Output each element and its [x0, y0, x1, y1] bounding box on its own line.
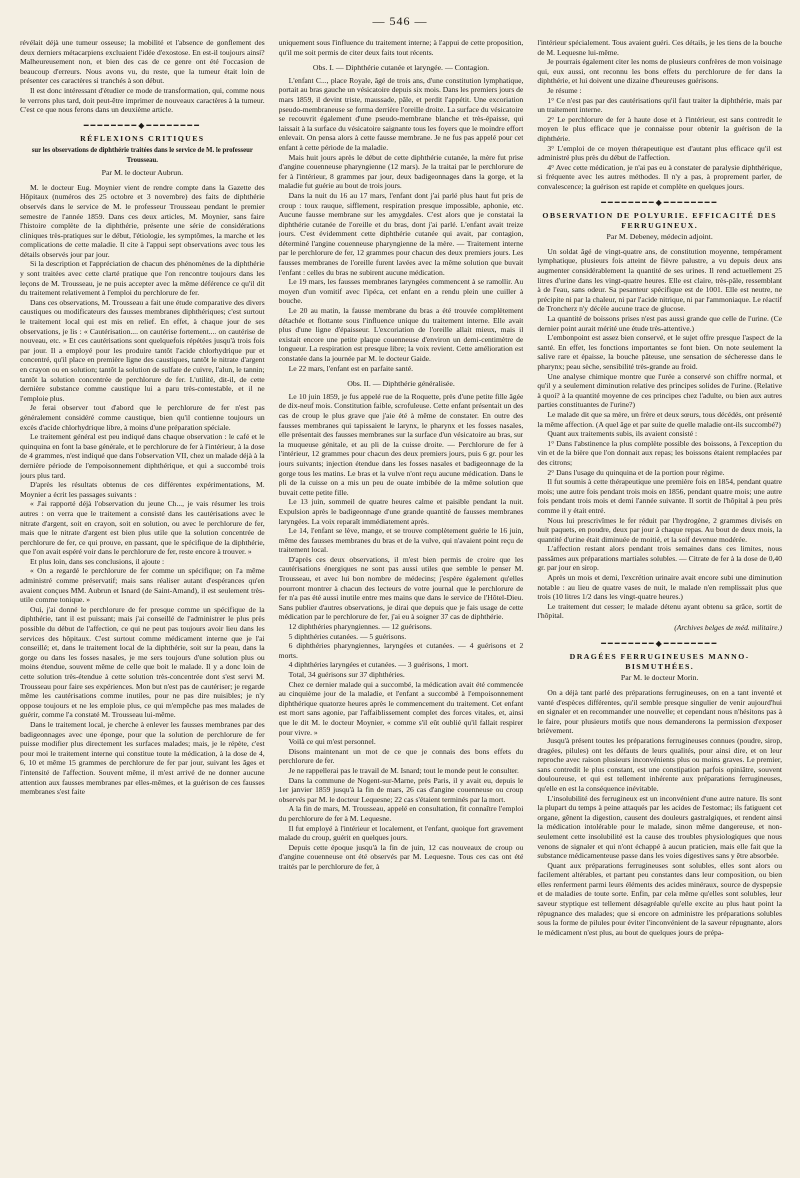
paragraph: Le 20 au matin, la fausse membrane du bras a été trouvée complètement détachée et flottante sous l'influence unique du traitement interne. Elle avait plus d'une ligne d'épaisseur. L'excoriation de l'oreille allait mieux, mais il existait encore une petite plaque couenneuse d'environ un demi-centimètre de longueur. La respiration est presque libre; la voix revient. Cette amélioration est constatée dans la journée par M. le docteur Gaide. — [278, 306, 524, 363]
paragraph: 4° Avec cette médication, je n'ai pas eu à constater de paralysie diphthérique, si fréquente avec les autres méthodes. Il n'y a pas, à proprement parler, de convalescence; la guérison est rapide et complète en quelques jours. — [537, 162, 783, 191]
column-1 — [20, 38, 265, 1168]
paragraph: Dans le traitement local, je cherche à enlever les fausses membranes par des badigeonnages avec une éponge, pour que la solution de perchlorure de fer puisse modifier plus directement les surfaces malades; mais, je le répète, c'est pour moi le traitement interne qui constitue toute la médication, à la dose de 4, 6, 10 et même 15 grammes de perchlorure de fer par jour, suivant les âges et l'intensité de l'affection. Souvent même, il m'est arrivé de ne donner aucune attention aux fausses membranes par elles-mêmes, et la guérison de ces fausses membranes s'est faite — [20, 719, 265, 797]
paragraph: Quant aux préparations ferrugineuses sont solubles, elles sont alors ou facilement altérables, et partant peu constantes dans leur composition, ou bien elles renferment parmi leurs éléments des acides minéraux, source de dyspepsie et de maladies de toute sorte. Enfin, par cela même qu'elles sont solubles, leur saveur styptique est tellement désagréable qu'elle excite au plus haut point la répugnance des malades; que si encore on administre les préparations solubles sous la forme de pilules pour éviter l'inconvénient de la saveur répugnante, alors le médicament n'est plus, au bout de quelques jours de prépa- — [537, 860, 783, 937]
paragraph: Il fut employé à l'intérieur et localement, et l'enfant, quoique fort gravement malade du croup, guérit en quelques jours. — [278, 823, 524, 843]
section-divider: ━━━━━━━━◆━━━━━━━━ — [601, 638, 719, 648]
paragraph: Chez ce dernier malade qui a succombé, la médication avait été commencée au cinquième jour de la maladie, et l'enfant a succombé à l'empoisonnement diphthérique quatorze heures après le commencement du traitement. Cet enfant est mort sans agonie, par l'affaiblissement complet des forces vitales, et, ainsi que le dit M. le docteur Moynier, « comme s'il eût oublié qu'il fallait respirer pour vivre. » — [278, 679, 524, 737]
column-2 — [279, 38, 524, 1168]
paragraph: 1° Dans l'abstinence la plus complète possible des boissons, à l'exception du vin et de la bière que l'on donnait aux repas; les boissons étaient remplacées par des citrons; — [537, 438, 783, 467]
section-title: DRAGÉES FERRUGINEUSES MANNO-BISMUTHÉES. — [569, 652, 750, 671]
article-author: Par M. le docteur Aubrun. — [101, 168, 184, 178]
paragraph: Voilà ce qui m'est personnel. — [288, 737, 376, 747]
paragraph: Il fut soumis à cette thérapeutique une première fois en 1854, pendant quatre mois; une autre fois pendant trois mois en 1856, pendant quatre mois; une autre fois pendant trois mois et demi l'année suivante. Il sortit de l'hôpital à peu près comme il y était entré. — [537, 477, 783, 515]
paragraph: « J'ai rapporté déjà l'observation du jeune Ch..., je vais résumer les trois autres : on verra que le traitement a consisté dans les cautérisations avec le nitrate d'argent, soit en crayon, soit en solution, ou avec le perchlorure de fer, mais que le nitrate d'argent est bien plus utile que la solution concentrée de perchlorure de fer, ce qui prouve, en passant, que le spécifique de la diphthérie, que l'on avait espéré voir dans le perchlorure de fer, reste encore à trouver. » — [20, 499, 265, 557]
paragraph: Dans ces observations, M. Trousseau a fait une étude comparative des divers caustiques ou modificateurs des fausses membranes diphthériques; c'est surtout le traitement local qui est mis en relief. En effet, à chaque jour de ses observations, je lis : « Cautérisation.... on cautérise fortement.... on cautérise de nouveau, etc. » Et ces cautérisations sont quelquefois répétées jusqu'à trois fois par jour. Il a employé pour les produire tantôt l'acide chlorhydrique pur et concentré, qu'il place en première ligne des caustiques, tantôt le nitrate d'argent en crayon ou en solution; tantôt la solution de sulfate de cuivre, l'alun, le tannin; tantôt la solution concentrée de perchlorure de fer. L'utilité, dit-il, de cette dernière substance comme caustique lui a paru très-contestable, et il ne l'emploie plus. — [20, 297, 265, 403]
paragraph: Je pourrais également citer les noms de plusieurs confrères de mon voisinage qui, eux aussi, ont reconnu les bons effets du perchlorure de fer dans la diphthérie, et lui doivent une dizaine d'heureuses guérisons. — [537, 57, 783, 86]
paragraph: Le traitement dut cesser; le malade détenu ayant obtenu sa grâce, sortit de l'hôpital. — [537, 601, 783, 621]
paragraph: Le 13 juin, sommeil de quatre heures calme et paisible pendant la nuit. Expulsion après le badigeonnage d'une grande quantité de fausses membranes laryngées. La voix reparaît immédiatement après. — [278, 497, 524, 526]
paragraph: L'affection restant alors pendant trois semaines dans ces limites, nous passâmes aux préparations martiales solubles. — Citrate de fer à la dose de 0,40 gr. par jour en sirop. — [537, 544, 783, 573]
paragraph: L'insolubilité des ferrugineux est un inconvénient d'une autre nature. Ils sont la plupart du temps à peine attaqués par les acides de l'estomac; ils fatiguent cet organe, gênent la digestion, causent des douleurs gastralgiques, et rendent ainsi la médication intolérable pour le malade, sinon même dangereuse, et non-seulement cette insolubilité est la cause des troubles physiologiques que nous venons de signaler et qui n'ont échappé à aucun praticien, mais elle fait que la substance médicamenteuse passe dans les voies digestives sans y être absorbée. — [537, 793, 783, 861]
paragraph: Depuis cette époque jusqu'à la fin de juin, 12 cas nouveaux de croup ou d'angine couenneuse ont été observés par M. Lequesne. Tous ces cas ont été traités par le perchlorure de fer, à — [278, 842, 524, 871]
paragraph: 3° L'emploi de ce moyen thérapeutique est d'autant plus efficace qu'il est administré plus près du début de l'affection. — [537, 143, 783, 163]
paragraph: Le 22 mars, l'enfant est en parfaite santé. — [288, 363, 413, 373]
paragraph: Le 14, l'enfant se lève, mange, et se trouve complètement guérie le 16 juin, même des fausses membranes du bras et de la vulve, qui n'avaient point reçu de traitement local. — [278, 526, 524, 555]
paragraph: Quant aux traitements subis, ils avaient consisté : — [547, 429, 698, 439]
section-divider: ━━━━━━━━◆━━━━━━━━ — [83, 120, 201, 130]
paragraph: Oui, j'ai donné le perchlorure de fer presque comme un spécifique de la diphthérie, tant il est puissant; mais j'ai conseillé de l'administrer le plus près possible du début de l'affection, ce qui ne peut pas toujours avoir lieu dans les services des hôpitaux. C'est surtout comme médicament interne que je l'ai conseillé; et, dans le traitement local de la diphthérie, soit sur la peau, dans la gorge ou dans les fosses nasales, je me sers toujours d'une solution plus ou moins étendue, souvent même de celle que boit le malade. Il y a donc loin de cette solution très-étendue à cette solution très-concentrée dont s'est servi M. Trousseau pour faire ses expériences. Mon but n'est pas de cautériser; je regarde même les cautérisations comme inutiles, pour ne pas dire nuisibles; je n'y oppose toujours et ne les emploie plus, ce qui m'empêche pas mes malades de guérir, comme l'a constaté M. Trousseau lui-même. — [20, 604, 265, 720]
paragraph: 1° Ce n'est pas par des cautérisations qu'il faut traiter la diphthérie, mais par un traitement interne. — [537, 95, 783, 115]
paragraph: M. le docteur Eug. Moynier vient de rendre compte dans la Gazette des Hôpitaux (numéros des 25 octobre et 3 novembre) des faits de diphthérie observés dans le service de M. le professeur Trousseau pendant le premier semestre de l'année 1859. Dans ces deux articles, M. Moynier, sans faire l'histoire complète de la diphthérie, présente une série de considérations cliniques très-pratiques sur le début, l'étiologie, les symptômes, la marche et les complications de cette maladie. Il cite à l'appui sept observations avec tous les détails observés jour par jour. — [20, 182, 265, 259]
stat-line: 4 diphthéries laryngées et cutanées. — 3 guérisons, 1 mort. — [288, 660, 469, 670]
observation-heading: Obs. I. — Diphthérie cutanée et laryngée. — Contagion. — [312, 63, 490, 73]
paragraph: Le malade dit que sa mère, un frère et deux sœurs, tous décédés, ont présenté la même affection. (A quel âge et par suite de quelle maladie ont-ils succombé?) — [537, 409, 783, 429]
paragraph: Jusqu'à présent toutes les préparations ferrugineuses connues (poudre, sirop, dragées, pilules) ont les défauts de leurs qualités, pour ainsi dire, et on leur reproche avec raison plusieurs inconvénients plus ou moins graves. Le premier, sans contredit le plus constant, est une constipation parfois opiniâtre, souvent douloureuse, et qui est tellement inhérente aux préparations ferrugineuses, qu'elle en est la conséquence inévitable. — [537, 735, 783, 793]
article-author: Par M. Debeney, médecin adjoint. — [606, 232, 713, 242]
paragraph: D'après les résultats obtenus de ces différentes expérimentations, M. Moynier a écrit les passages suivants : — [20, 480, 265, 499]
paragraph: Je ferai observer tout d'abord que le perchlorure de fer n'est pas généralement considéré comme caustique, bien qu'il contienne toujours un excès d'acide chlorhydrique libre, à moins d'une préparation spéciale. — [20, 403, 265, 432]
observation-heading: Obs. II. — Diphthérie généralisée. — [347, 379, 455, 389]
paragraph: Le 19 mars, les fausses membranes laryngées commencent à se ramollir. Au moyen d'un vomitif avec l'ipéca, cet enfant en a rendu plein une cuiller à bouche. — [278, 277, 524, 306]
stat-line: 6 diphthéries pharyngiennes, laryngées et cutanées. — 4 guérisons et 2 morts. — [278, 641, 524, 660]
article-author: Par M. le docteur Morin. — [620, 673, 699, 683]
source-citation: (Archives belges de méd. militaire.) — [674, 623, 783, 633]
paragraph: Après un mois et demi, l'excrétion urinaire avait encore subi une diminution notable : au lieu de quatre vases de nuit, le malade n'en remplissait plus que trois (10 litres 1/2 dans les vingt-quatre heures.) — [537, 573, 783, 602]
paragraph: Le 10 juin 1859, je fus appelé rue de la Roquette, près d'une petite fille âgée de dix-neuf mois. Constitution faible, scrofuleuse. Cette enfant présentait un des cas de croup le plus grave que j'aie été à même de constater. En outre des fausses membranes qui tapissaient le larynx, le pharynx et les fosses nasales, elle présentait des fausses membranes sur la surface d'un vésicatoire au bras, sur la muqueuse génitale, et au pli de la cuisse droite. — Perchlorure de fer à l'intérieur, 12 grammes pour chacun des deux premiers jours, puis 6 gr. pour les jours suivants; injection étendue dans les fosses nasales et badigeonnage de la gorge tous les matins. Le bras et la vulve n'ont reçu aucune médication. Dans le pli de la cuisse on a mis un peu de ouate imbibée de la même solution que buvait cette petite fille. — [278, 391, 524, 497]
paragraph: révélait déjà une tumeur osseuse; la mobilité et l'absence de gonflement des deux derniers métacarpiens excluaient l'idée d'exostose. En est-il toujours ainsi? Malheureusement non, et bien des cas de ce genre ont été l'occasion de beaucoup d'erreurs. Nous avons vu, du reste, que la tumeur était loin de présenter ces caractères si tranchés à son début. — [20, 38, 265, 86]
paragraph: Dans la nuit du 16 au 17 mars, l'enfant dont j'ai parlé plus haut fut pris de croup : toux rauque, sifflement, respiration presque impossible, aphonie, etc. Aucune fausse membrane sur les amygdales. C'est alors que je constatai la diphthérie cutanée de l'oreille et du bras, dont j'ai parlé. L'enfant avait treize jours. C'est évidemment cette diphthérie cutanée qui avait, par contagion, déterminé l'angine couenneuse pharyngienne de la mère. — Traitement interne par le perchlorure de fer, 12 grammes pour chacun des deux premiers jours. Les fausses membranes de l'oreille furent lavées avec la même solution que buvait l'enfant : celles du bras ne subirent aucune médication. — [278, 190, 524, 277]
paragraph: 2° Le perchlorure de fer à haute dose et à l'intérieur, est sans contredit le moyen le plus efficace que je connaisse pour obtenir la guérison de la diphthérie. — [537, 114, 783, 143]
paragraph: Et plus loin, dans ses conclusions, il ajoute : — [30, 556, 165, 566]
paragraph: « On a regardé le perchlorure de fer comme un spécifique; on l'a même administré comme préservatif; mais sans réaliser autant d'espérances qu'en avaient conçues MM. Aubrun et Isnard (de Saint-Amand), il est seulement très-utile comme tonique. » — [20, 566, 265, 605]
paragraph: Un soldat âgé de vingt-quatre ans, de constitution moyenne, tempérament lymphatique, plusieurs fois atteint de fièvre palustre, a vu depuis deux ans augmenter considérablement la quantité de ses urines. Il rend actuellement 25 litres d'urine dans les vingt-quatre heures. Elle est claire, très-pâle, ressemblant à de l'eau, sans odeur. Sa pesanteur spécifique est de 1001. Elle est neutre, ne précipite ni par la chaleur, ni par l'acide nitrique, ni par l'ammoniaque. Le réactif de Troncherz n'y décèle aucune trace de glucose. — [537, 246, 783, 314]
paragraph: Une analyse chimique montre que l'urée a conservé son chiffre normal, et qu'il y a seulement diminution relative des principes solides de l'urine. (Relative à quoi? à la quantité moyenne de ces principes chez l'adulte, ou bien aux autres parties constituantes de l'urine?) — [537, 371, 783, 410]
paragraph: On a déjà tant parlé des préparations ferrugineuses, on en a tant inventé et vanté d'espèces différentes, qu'il semble presque singulier de venir aujourd'hui en signaler et en recommander une nouvelle; et cependant nous n'hésitons pas à le faire, pour plusieurs motifs que nous demanderons la permission d'exposer brièvement. — [537, 688, 783, 736]
paragraph: L'enfant C..., place Royale, âgé de trois ans, d'une constitution lymphatique, portait au bras gauche un vésicatoire depuis six mois. Dans les premiers jours de mars 1859, il devint triste, maussade, pâle, et perdit l'appétit. Une excoriation pseudo-membraneuse se forma derrière l'oreille droite. La surface du vésicatoire se recouvrit également d'une pseudo-membrane blanche et très-épaisse, qui laissait à la surface du vésicatoire saignante tous les foyers que le moindre effort enlevait. On pensa alors à cette fausse membrane. Je ne fus pas appelé pour cet enfant à cette période de la maladie. — [278, 75, 524, 152]
section-title: RÉFLEXIONS CRITIQUES — [80, 134, 205, 144]
paragraph: Si la description et l'appréciation de chacun des phénomènes de la diphthérie y sont traitées avec cette clarté pratique que l'on rencontre toujours dans les leçons de M. Trousseau, je ne puis accepter avec la même déférence ce qu'il dit du traitement relativement à l'emploi du perchlorure de fer. — [20, 259, 265, 298]
section-subtitle: sur les observations de diphthérie traitées dans le service de M. le professeur Trousseau. — [31, 146, 253, 164]
stat-line: 12 diphthéries pharyngiennes. — 12 guérisons. — [288, 622, 432, 632]
section-divider: ━━━━━━━━◆━━━━━━━━ — [601, 197, 719, 207]
paragraph: Mais huit jours après le début de cette diphthérie cutanée, la mère fut prise d'angine couenneuse pharyngienne (12 mars). Je la traitai par le perchlorure de fer à l'intérieur, 8 grammes par jour, deux badigeonnages dans la gorge, et la maladie fut guérie au bout de trois jours. — [278, 152, 524, 191]
paragraph: D'après ces deux observations, il m'est bien permis de croire que les cautérisations énergiques ne sont pas aussi utiles que semble le penser M. Trousseau, et avec lui bon nombre de médecins; j'espère également qu'elles pourront montrer à chacun des lecteurs de votre journal que le perchlorure de fer n'a pas été aussi inutile entre mes mains que dans le service de l'Hôtel-Dieu. Sans publier d'autres observations, je dirai que depuis que je fais usage de cette médication par le perchlorure de fer, j'ai eu à soigner 37 cas de diphthérie. — [278, 554, 524, 622]
column-3 — [537, 38, 782, 1168]
paragraph: La quantité de boissons prises n'est pas aussi grande que celle de l'urine. (Ce dernier point aurait mérité une étude très-attentive.) — [537, 314, 783, 333]
section-title: OBSERVATION DE POLYURIE. EFFICACITÉ DES FERRUGINEUX. — [542, 211, 777, 230]
paragraph: Nous lui prescrivîmes le fer réduit par l'hydrogène, 2 grammes divisés en huit paquets, en poudre, deux par jour à chaque repas. Au bout de deux mois, la quantité d'urine était diminuée de moitié, et la soif devenue modérée. — [537, 515, 783, 544]
paragraph: Je ne rappellerai pas le travail de M. Isnard; tout le monde peut le consulter. — [288, 765, 519, 775]
stat-line: Total, 34 guérisons sur 37 diphthéries. — [288, 670, 405, 679]
paragraph: Je résume : — [547, 85, 582, 95]
paragraph: A la fin de mars, M. Trousseau, appelé en consultation, fit connaître l'emploi du perchlorure de fer à M. Lequesne. — [278, 804, 524, 823]
paragraph: L'embonpoint est assez bien conservé, et le sujet offre presque l'aspect de la santé. En effet, les fonctions importantes se font bien. On note seulement la salive rare et épaisse, la bouche pâteuse, une sensation de sécheresse dans le pharynx; peau sèche, sensibilité très-grande au froid. — [537, 333, 783, 371]
page-number: — 546 — — [372, 14, 428, 28]
paragraph: Disons maintenant un mot de ce que je connais des bons effets du perchlorure de fer. — [278, 746, 524, 766]
paragraph: 2° Dans l'usage du quinquina et de la portion pour régime. — [547, 467, 725, 477]
paragraph: Dans la commune de Nogent-sur-Marne, près Paris, il y avait eu, depuis le 1er janvier 1859 jusqu'à la fin de mars, 26 cas d'angine couenneuse ou croup observés par M. le docteur Lequesne; 22 cas s'étaient terminés par la mort. — [278, 775, 524, 804]
text-columns — [20, 38, 782, 1168]
stat-line: 5 diphthéries cutanées. — 5 guérisons. — [288, 631, 407, 641]
paragraph: l'intérieur spécialement. Tous avaient guéri. Ces détails, je les tiens de la bouche de M. Lequesne lui-même. — [537, 38, 783, 57]
paragraph: Il est donc intéressant d'étudier ce mode de transformation, qui, comme nous le verrons plus tard, doit peut-être imprimer de nouveaux caractères à la tumeur. C'est ce que nous ferons dans un deuxième article. — [20, 85, 265, 115]
paragraph: uniquement sous l'influence du traitement interne; à l'appui de cette proposition, qu'il me soit permis de citer deux faits tout récents. — [278, 38, 524, 57]
paragraph: Le traitement général est peu indiqué dans chaque observation : le café et le quinquina en font la base générale, et le perchlorure de fer à l'intérieur, à la dose de 4 grammes, n'est indiqué que dans l'observation VII, chez un malade déjà à la dernière période de l'empoisonnement diphthérique, et qui a succombé trois jours plus tard. — [20, 432, 265, 480]
